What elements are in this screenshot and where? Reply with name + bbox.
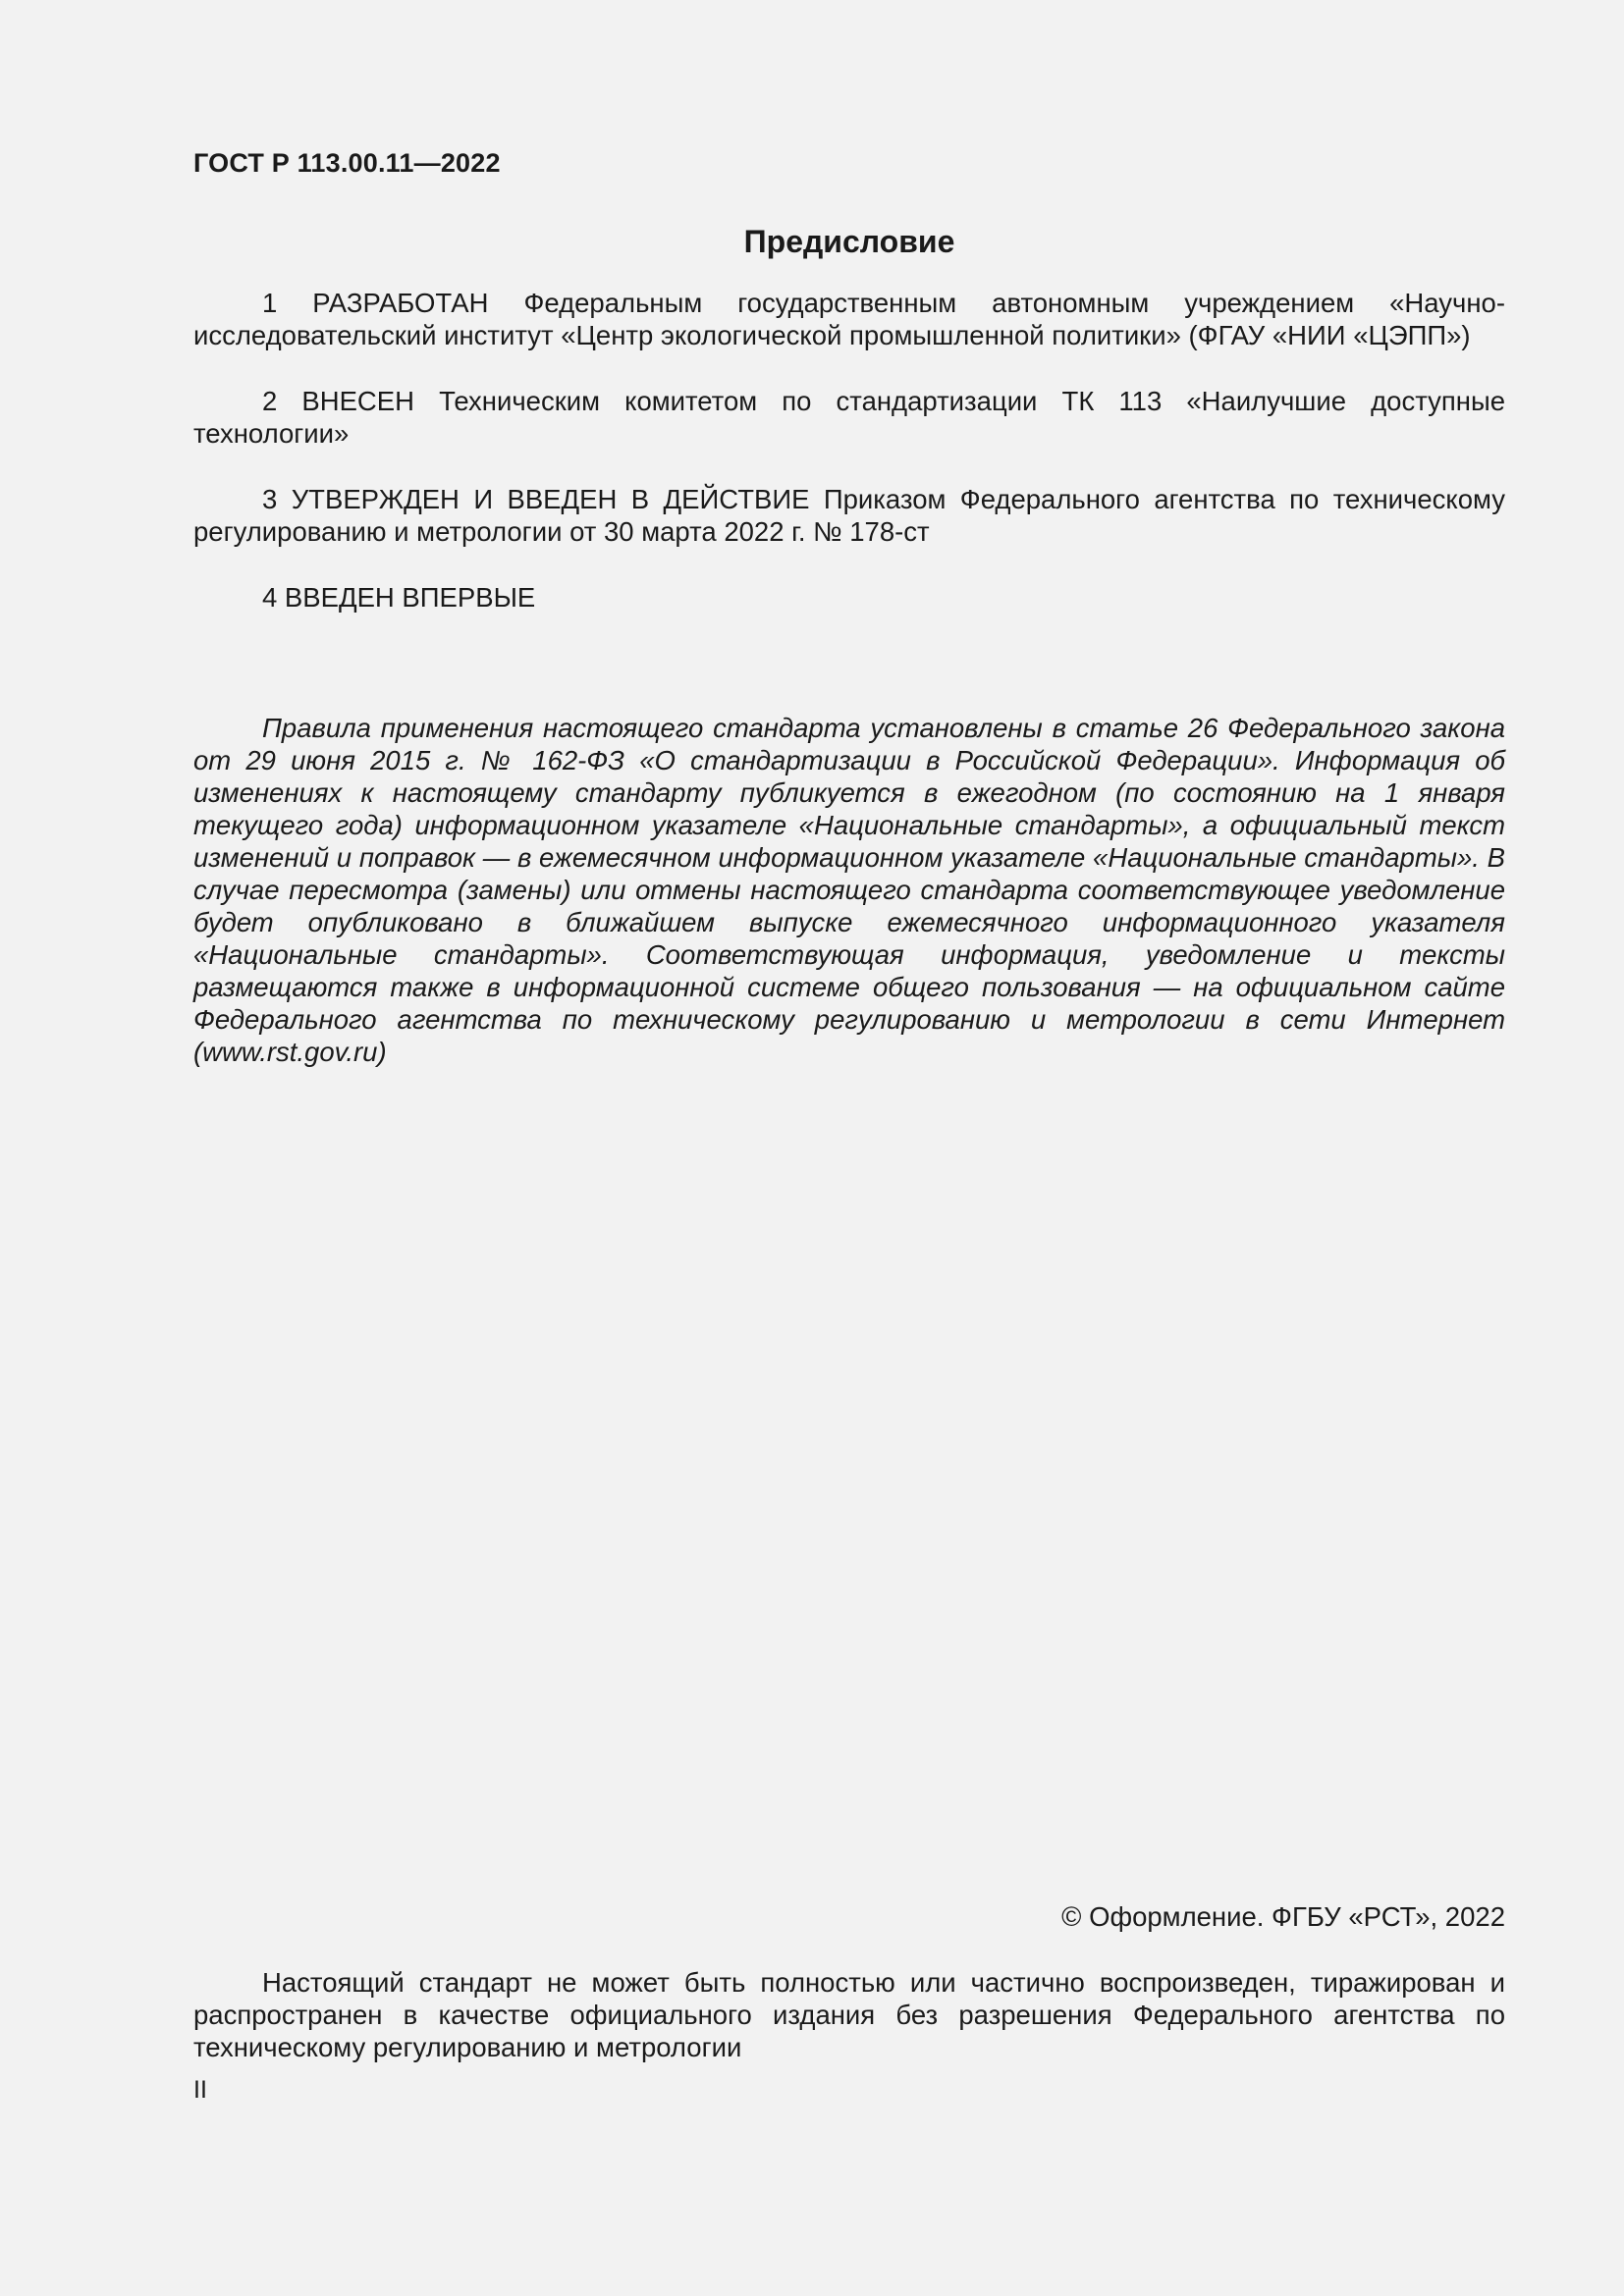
page-title: Предисловие <box>743 224 955 259</box>
foreword-item-3: 3 УТВЕРЖДЕН И ВВЕДЕН В ДЕЙСТВИЕ Приказом Федерального агентства по техническому регулированию и метрологии от 30 марта 2022 г. № 178-ст <box>193 484 1505 547</box>
foreword-item-4: 4 ВВЕДЕН ВПЕРВЫЕ <box>262 582 536 613</box>
rules-note: Правила применения настоящего стандарта установлены в статье 26 Федерального закона от 29 июня 2015 г. № 162-ФЗ «О стандартизации в Российской Федерации». Информация об изменениях к настоящему стандарту публикуется в ежегодном (по состоянию на 1 января текущего года) информационном указателе «Национальные стандарты», а официальный текст изменений и поправок — в ежемесячном информационном указателе «Национальные стандарты». В случае пересмотра (замены) или отмены настоящего стандарта соответствующее уведомление будет опубликовано в ближайшем выпуске ежемесячного информационного указателя «Национальные стандарты». Соответствующая информация, уведомление и тексты размещаются также в информационной системе общего пользования — на официальном сайте Федерального агентства по техническому регулированию и метрологии в сети Интернет (www.rst.gov.ru) <box>193 713 1505 1067</box>
page-number: II <box>193 2076 207 2104</box>
foreword-item-1: 1 РАЗРАБОТАН Федеральным государственным автономным учреждением «Научно-исследовательский институт «Центр экологической промышленной политики» (ФГАУ «НИИ «ЦЭПП») <box>193 288 1505 350</box>
reproduction-notice: Настоящий стандарт не может быть полностью или частично воспроизведен, тиражирован и распространен в качестве официального издания без разрешения Федерального агентства по техническому регулированию и метрологии <box>193 1967 1505 2062</box>
copyright-notice: © Оформление. ФГБУ «РСТ», 2022 <box>1061 1901 1505 1932</box>
foreword-item-2: 2 ВНЕСЕН Техническим комитетом по стандартизации ТК 113 «Наилучшие доступные технологии» <box>193 386 1505 449</box>
document-code: ГОСТ Р 113.00.11—2022 <box>193 148 501 178</box>
